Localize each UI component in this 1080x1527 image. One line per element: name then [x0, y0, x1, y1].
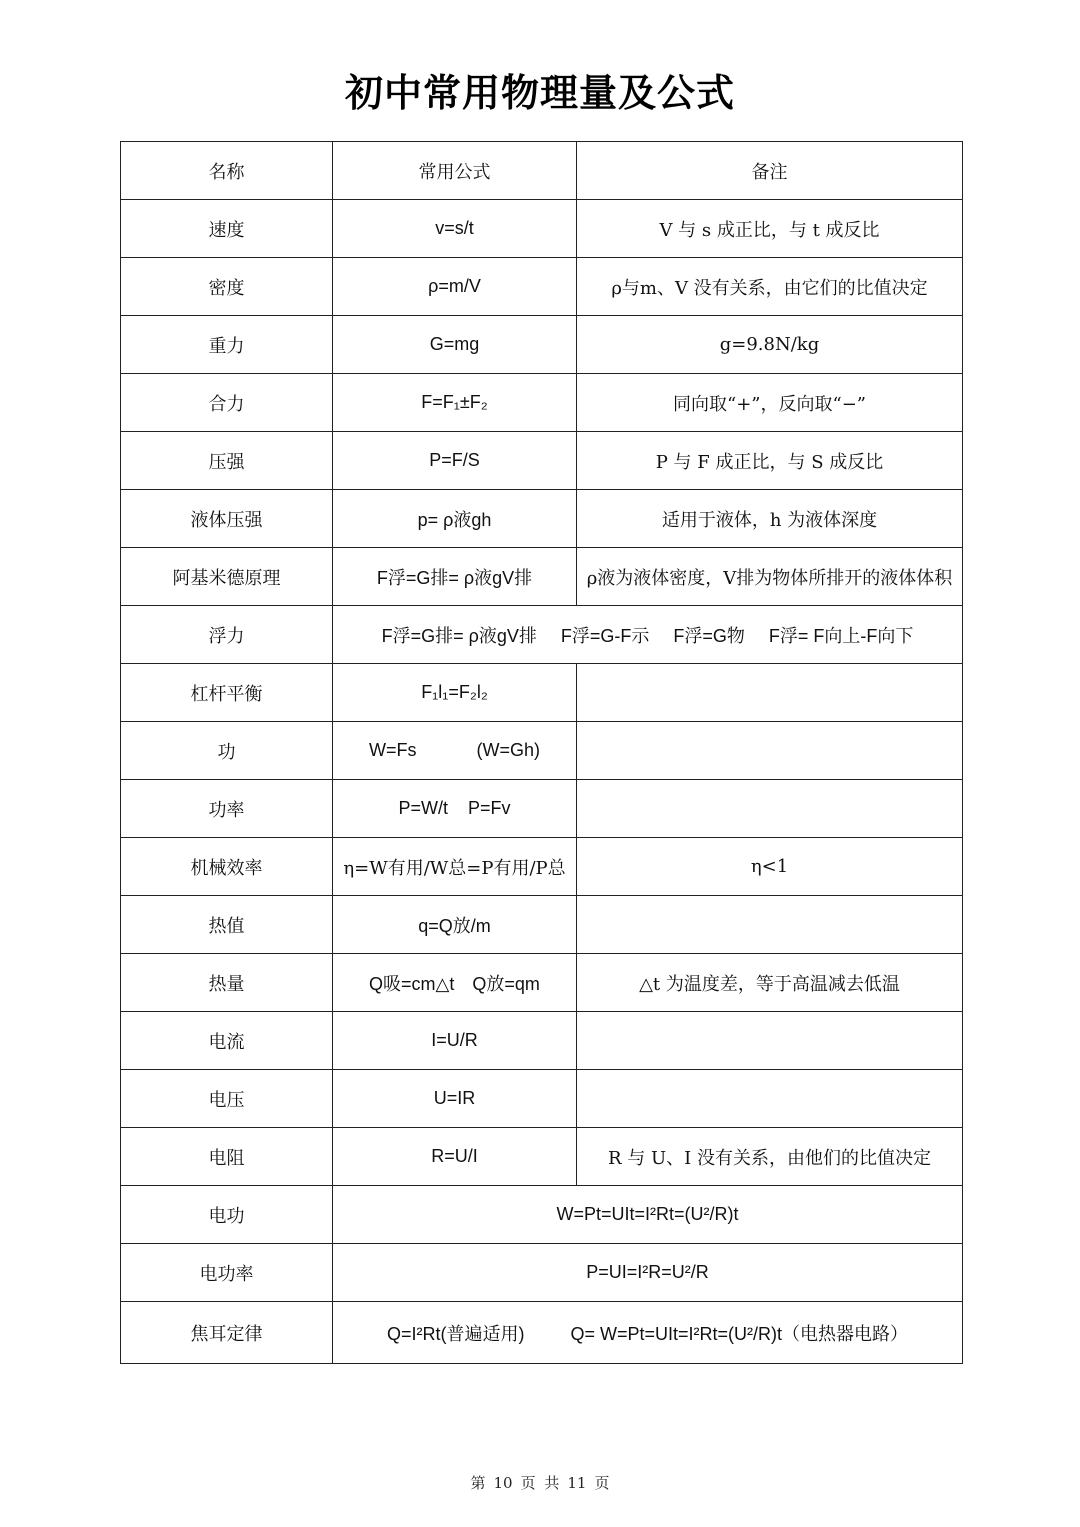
- table-row: [121, 258, 963, 316]
- table-row: [121, 606, 963, 664]
- formula-part: Q=I²Rt(普遍适用): [386, 1323, 525, 1344]
- formula-part: Q放=qm: [472, 973, 540, 994]
- quantity-name: 重力: [121, 316, 333, 374]
- formula-cell: R=U/I: [333, 1128, 577, 1186]
- table-row: [121, 316, 963, 374]
- column-header-note: 备注: [577, 142, 963, 200]
- note-cell: [577, 896, 963, 954]
- table-row: [121, 1070, 963, 1128]
- quantity-name: 功: [121, 722, 333, 780]
- note-cell: [577, 1012, 963, 1070]
- page-footer: [0, 1472, 1080, 1493]
- formula-cell: P=UI=I²R=U²/R: [333, 1244, 963, 1302]
- quantity-name: 机械效率: [121, 838, 333, 896]
- note-cell: ρ液为液体密度，V排为物体所排开的液体体积: [577, 548, 963, 606]
- table-row: [121, 200, 963, 258]
- table-row: [121, 722, 963, 780]
- formula-cell: I=U/R: [333, 1012, 577, 1070]
- quantity-name: 阿基米德原理: [121, 548, 333, 606]
- table-row: [121, 490, 963, 548]
- formula-part: F浮=G排= ρ液gV排: [381, 625, 537, 646]
- note-cell: △t 为温度差，等于高温减去低温: [577, 954, 963, 1012]
- quantity-name: 电阻: [121, 1128, 333, 1186]
- formula-part: Q= W=Pt=UIt=I²Rt=(U²/R)t（电热器电路）: [570, 1323, 909, 1344]
- table-row: [121, 1244, 963, 1302]
- table-row: [121, 780, 963, 838]
- quantity-name: 速度: [121, 200, 333, 258]
- formula-part: P=Fv: [468, 798, 511, 818]
- table-row: [121, 374, 963, 432]
- note-cell: η<1: [577, 838, 963, 896]
- formula-part: (W=Gh): [476, 740, 540, 760]
- footer-suffix: 页: [594, 1474, 610, 1492]
- table-row: [121, 838, 963, 896]
- formula-cell: [333, 606, 963, 664]
- quantity-name: 密度: [121, 258, 333, 316]
- formula-cell: ρ=m/V: [333, 258, 577, 316]
- formula-cell: P=F/S: [333, 432, 577, 490]
- table-header-row: [121, 142, 963, 200]
- formula-cell: [333, 1302, 963, 1364]
- column-header-name: 名称: [121, 142, 333, 200]
- quantity-name: 浮力: [121, 606, 333, 664]
- quantity-name: 热值: [121, 896, 333, 954]
- formula-part: F浮=G-F示: [560, 625, 650, 646]
- table-row: [121, 432, 963, 490]
- note-cell: ρ与m、V 没有关系，由它们的比值决定: [577, 258, 963, 316]
- table-row: [121, 1186, 963, 1244]
- formula-cell: v=s/t: [333, 200, 577, 258]
- formula-part: Q吸=cm△t: [369, 973, 455, 994]
- formula-cell: F₁l₁=F₂l₂: [333, 664, 577, 722]
- table-row: [121, 1012, 963, 1070]
- quantity-name: 焦耳定律: [121, 1302, 333, 1364]
- quantity-name: 电压: [121, 1070, 333, 1128]
- formula-cell: F=F₁±F₂: [333, 374, 577, 432]
- formula-cell: p= ρ液gh: [333, 490, 577, 548]
- footer-total-pages: 11: [567, 1474, 587, 1492]
- column-header-formula: 常用公式: [333, 142, 577, 200]
- quantity-name: 功率: [121, 780, 333, 838]
- formula-part: F浮= F向上-F向下: [768, 625, 914, 646]
- formula-cell: [333, 722, 577, 780]
- note-cell: g=9.8N/kg: [577, 316, 963, 374]
- note-cell: [577, 1070, 963, 1128]
- formula-cell: η=W有用/W总=P有用/P总: [333, 838, 577, 896]
- quantity-name: 电功率: [121, 1244, 333, 1302]
- note-cell: V 与 s 成正比，与 t 成反比: [577, 200, 963, 258]
- table-row: [121, 896, 963, 954]
- footer-page-number: 10: [493, 1474, 513, 1492]
- quantity-name: 压强: [121, 432, 333, 490]
- note-cell: [577, 722, 963, 780]
- quantity-name: 热量: [121, 954, 333, 1012]
- page-title: 初中常用物理量及公式: [344, 71, 735, 115]
- formula-cell: W=Pt=UIt=I²Rt=(U²/R)t: [333, 1186, 963, 1244]
- formula-cell: q=Q放/m: [333, 896, 577, 954]
- quantity-name: 电流: [121, 1012, 333, 1070]
- formula-cell: [333, 780, 577, 838]
- footer-prefix: 第: [470, 1474, 486, 1492]
- table-row: [121, 548, 963, 606]
- quantity-name: 液体压强: [121, 490, 333, 548]
- formula-cell: F浮=G排= ρ液gV排: [333, 548, 577, 606]
- quantity-name: 电功: [121, 1186, 333, 1244]
- table-row: [121, 1302, 963, 1364]
- note-cell: 适用于液体，h 为液体深度: [577, 490, 963, 548]
- note-cell: P 与 F 成正比，与 S 成反比: [577, 432, 963, 490]
- formula-part: W=Fs: [368, 740, 417, 760]
- formula-part: P=W/t: [398, 798, 448, 818]
- note-cell: R 与 U、I 没有关系，由他们的比值决定: [577, 1128, 963, 1186]
- quantity-name: 合力: [121, 374, 333, 432]
- formula-part: F浮=G物: [673, 625, 745, 646]
- formula-table: [120, 141, 963, 1364]
- note-cell: [577, 664, 963, 722]
- note-cell: [577, 780, 963, 838]
- note-cell: 同向取“+”，反向取“−”: [577, 374, 963, 432]
- formula-cell: U=IR: [333, 1070, 577, 1128]
- quantity-name: 杠杆平衡: [121, 664, 333, 722]
- footer-middle: 页 共: [520, 1474, 560, 1492]
- table-row: [121, 1128, 963, 1186]
- formula-cell: [333, 954, 577, 1012]
- formula-cell: G=mg: [333, 316, 577, 374]
- table-row: [121, 664, 963, 722]
- table-row: [121, 954, 963, 1012]
